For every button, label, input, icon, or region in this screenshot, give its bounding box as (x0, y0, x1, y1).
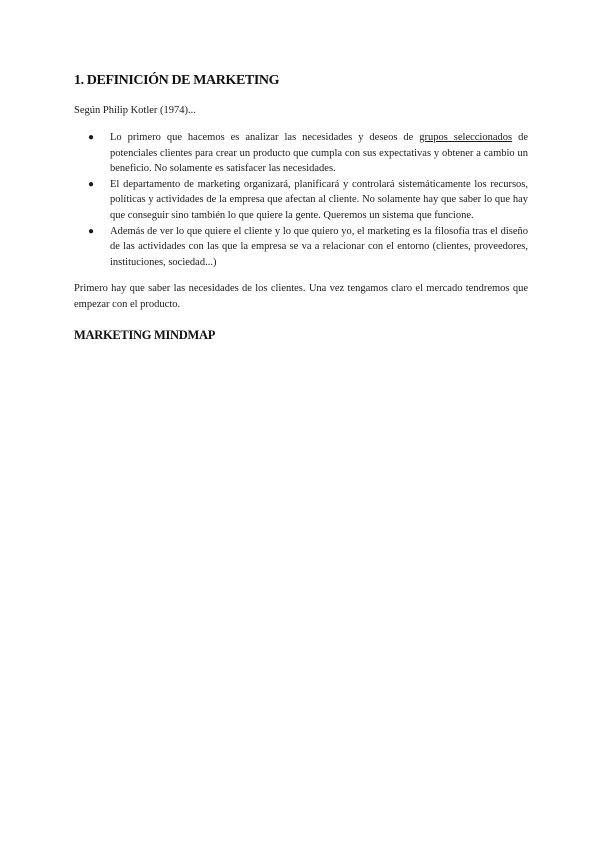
mindmap-heading: MARKETING MINDMAP (74, 327, 216, 342)
bullet-icon: ● (88, 132, 95, 143)
bullet-list (74, 130, 528, 270)
list-item (74, 224, 528, 271)
closing-paragraph: Primero hay que saber las necesidades de los clientes. Una vez tengamos claro el mercado tendremos que empezar con el producto. (74, 283, 528, 310)
grupos-seleccionados-link[interactable]: grupos seleccionados (419, 132, 513, 143)
list-item (74, 177, 528, 224)
list-item-text: Además de ver lo que quiere el cliente y lo que quiero yo, el marketing es la filosofía tras el diseño de las actividades con las que la empresa se va a relacionar con el entorno (clientes, proveedores, instituciones, sociedad...) (110, 225, 528, 268)
bullet-icon: ● (88, 178, 95, 190)
list-item (74, 130, 528, 177)
section-heading: 1. DEFINICIÓN DE MARKETING (74, 73, 280, 88)
bullet-icon: ● (88, 225, 95, 237)
list-item-text: Lo primero que hacemos es analizar las necesidades y deseos de (110, 132, 420, 143)
intro-paragraph: Según Philip Kotler (1974)... (74, 105, 196, 116)
list-item-text: de potenciales clientes para crear un producto que cumpla con sus expectativas y obtener a cambio un beneficio. No solamente es satisfacer las necesidades. (110, 132, 528, 175)
document-content (74, 72, 528, 343)
list-item-text: El departamento de marketing organizará, planificará y controlará sistemáticamente los recursos, políticas y actividades de la empresa que afectan al cliente. No solamente hay que saber lo que hay que conseguir sino también lo que quiere la gente. Queremos un sistema que funcione. (110, 178, 528, 221)
